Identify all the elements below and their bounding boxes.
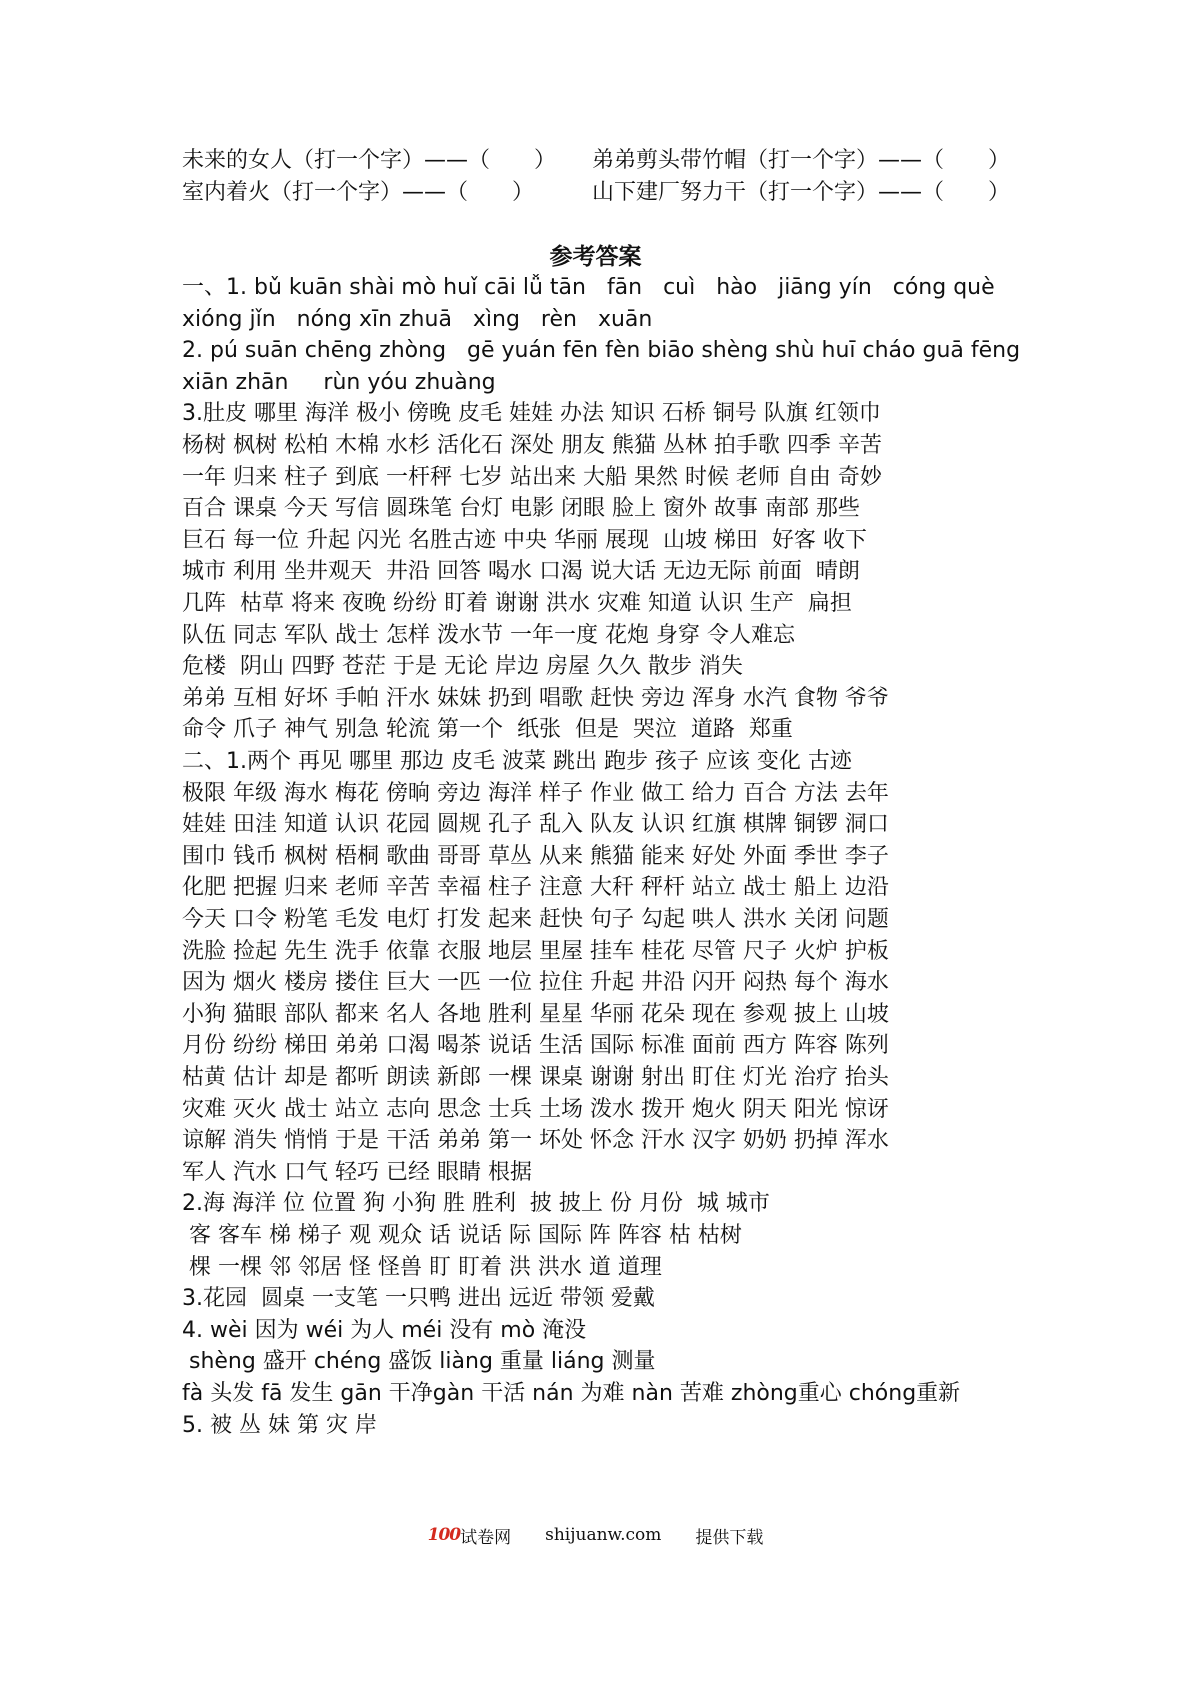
answer-line: xióng jǐn nóng xīn zhuā xìng rèn xuān [182,306,653,332]
riddle-2: 弟弟剪头带竹帽（打一个字）——（ ） [592,148,1011,173]
site-logo [428,1523,512,1548]
riddle-4: 山下建厂努力干（打一个字）——（ ） [592,180,1011,205]
answer-line: 棵 一棵 邻 邻居 怪 怪兽 盯 盯着 洪 洪水 道 道理 [182,1254,662,1280]
answer-line: 3.花园 圆桌 一支笔 一只鸭 进出 远近 带领 爱戴 [182,1286,655,1312]
answer-line: 命令 爪子 神气 别急 轮流 第一个 纸张 但是 哭泣 道路 郑重 [182,717,793,743]
site-url: shijuanw.com [545,1525,662,1545]
answer-line: 2.海 海洋 位 位置 狗 小狗 胜 胜利 披 披上 份 月份 城 城市 [182,1191,770,1217]
answer-line: 二、1.两个 再见 哪里 那边 皮毛 波菜 跳出 跑步 孩子 应该 变化 古迹 [182,749,852,774]
answer-line: 5. 被 丛 妹 第 灾 岸 [182,1412,377,1438]
answer-line: 3.肚皮 哪里 海洋 极小 傍晚 皮毛 娃娃 办法 知识 石桥 铜号 队旗 红领巾 [182,401,881,427]
answer-line: 化肥 把握 归来 老师 辛苦 幸福 柱子 注意 大秆 秤杆 站立 战士 船上 边沿 [182,875,889,901]
answer-line: 百合 课桌 今天 写信 圆珠笔 台灯 电影 闭眼 脸上 窗外 故事 南部 那些 [182,496,860,522]
riddle-3: 室内着火（打一个字）——（ ） [182,180,535,205]
riddle-1: 未来的女人（打一个字）——（ ） [182,148,557,173]
answer-line: shèng 盛开 chéng 盛饭 liàng 重量 liáng 测量 [182,1349,656,1375]
answer-line: 一年 归来 柱子 到底 一杆秤 七岁 站出来 大船 果然 时候 老师 自由 奇妙 [182,464,882,490]
answer-line: 极限 年级 海水 梅花 傍晌 旁边 海洋 样子 作业 做工 给力 百合 方法 去年 [182,780,889,806]
answer-line: 几阵 枯草 将来 夜晚 纷纷 盯着 谢谢 洪水 灾难 知道 认识 生产 扁担 [182,591,852,616]
answer-line: fà 头发 fā 发生 gān 干净gàn 干活 nán 为难 nàn 苦难 zhòng重心 chóng重新 [182,1381,961,1406]
logo-number: 100 [427,1525,461,1545]
answer-line: 军人 汽水 口气 轻巧 已经 眼睛 根据 [182,1159,532,1185]
answer-line: 洗脸 捡起 先生 洗手 依靠 衣服 地层 里屋 挂车 桂花 尽管 尺子 火炉 护板 [182,938,889,964]
answer-line: 4. wèi 因为 wéi 为人 méi 没有 mò 淹没 [182,1317,587,1343]
answer-line: 弟弟 互相 好坏 手帕 汗水 妹妹 扔到 唱歌 赶快 旁边 浑身 水汽 食物 爷爷 [182,685,889,711]
answer-line: 客 客车 梯 梯子 观 观众 话 说话 际 国际 阵 阵容 枯 枯树 [182,1223,742,1248]
answer-line: 巨石 每一位 升起 闪光 名胜古迹 中央 华丽 展现 山坡 梯田 好客 收下 [182,527,867,553]
answer-line: 今天 口令 粉笔 毛发 电灯 打发 起来 赶快 句子 勾起 哄人 洪水 关闭 问题 [182,907,889,932]
answers-title: 参考答案 [549,244,642,270]
logo-text: 试卷网 [460,1527,512,1548]
answer-line: 队伍 同志 军队 战士 怎样 泼水节 一年一度 花炮 身穿 令人难忘 [182,622,795,648]
answer-line: 灾难 灭火 战士 站立 志向 思念 士兵 土场 泼水 拨开 炮火 阴天 阳光 惊讶 [182,1096,889,1122]
answer-line: 枯黄 估计 却是 都听 朗读 新郎 一棵 课桌 谢谢 射出 盯住 灯光 治疗 抬头 [182,1065,889,1090]
answer-line: 娃娃 田洼 知道 认识 花园 圆规 孔子 乱入 队友 认识 红旗 棋牌 铜锣 洞口 [182,812,889,838]
answer-line: 一、1. bǔ kuān shài mò huǐ cāi lǚ tān fān cuì hào jiāng yín cóng què [182,275,995,300]
answer-line: 围巾 钱币 枫树 梧桐 歌曲 哥哥 草丛 从来 熊猫 能来 好处 外面 季世 李子 [182,843,889,869]
footer-tagline: 提供下载 [695,1527,764,1548]
answer-line: 小狗 猫眼 部队 都来 名人 各地 胜利 星星 华丽 花朵 现在 参观 披上 山坡 [182,1001,889,1027]
answer-line: 谅解 消失 悄悄 于是 干活 弟弟 第一 坏处 怀念 汗水 汉字 奶奶 扔掉 浑水 [182,1128,889,1154]
answer-line: 因为 烟火 楼房 搂住 巨大 一匹 一位 拉住 升起 井沿 闪开 闷热 每个 海水 [182,970,889,996]
page-footer [0,1520,1191,1550]
answer-line: 2. pú suān chēng zhòng gē yuán fēn fèn biāo shèng shù huī cháo guā fēng [182,338,1021,364]
answer-line: xiān zhān rùn yóu zhuàng [182,369,496,395]
answer-line: 杨树 枫树 松柏 木棉 水杉 活化石 深处 朋友 熊猫 丛林 拍手歌 四季 辛苦 [182,433,882,458]
answer-line: 月份 纷纷 梯田 弟弟 口渴 喝茶 说话 生活 国际 标准 面前 西方 阵容 陈列 [182,1033,889,1059]
answer-line: 危楼 阴山 四野 苍茫 于是 无论 岸边 房屋 久久 散步 消失 [182,654,743,680]
answer-line: 城市 利用 坐井观天 井沿 回答 喝水 口渴 说大话 无边无际 前面 晴朗 [182,559,860,585]
